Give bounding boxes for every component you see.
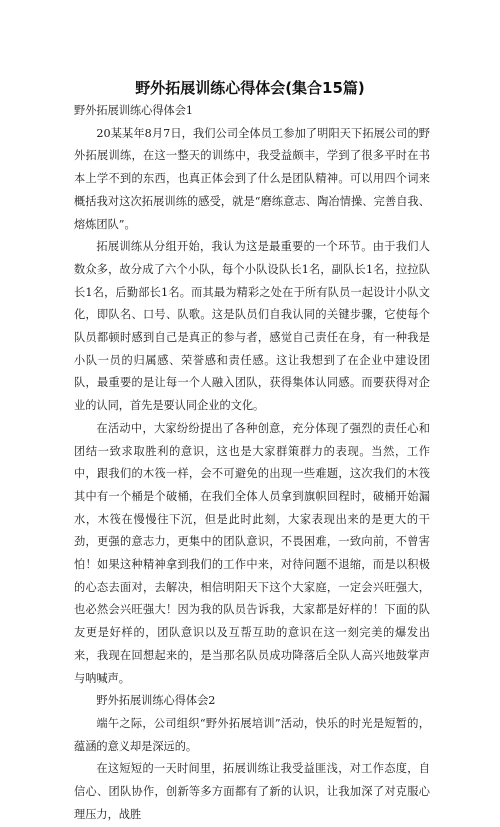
paragraph: 在这短短的一天时间里，拓展训练让我受益匪浅，对工作态度，自信心、团队协作，创新等多方面都有了新的认识，让我加深了对克服心理压力，战胜	[74, 762, 430, 821]
paragraph: 在活动中，大家纷纷提出了各种创意，充分体现了强烈的责任心和团结一致求取胜利的意识，这也是大家群策群力的表现。当然，工作中，跟我们的木筏一样，会不可避免的出现一些难题，这次我们的木筏其中有一个桶是个破桶，在我们全体人员拿到旗帜回程时，破桶开始漏水，木筏在慢慢往下沉，但是此时此刻，大家表现出来的是更大的干劲，更强的意志力，更集中的团队意识，不畏困难，一致向前，不曾害怕！如果这种精神拿到我们的工作中来，对待问题不退缩，而是以积极的心态去面对，去解决，相信明阳天下这个大家庭，一定会兴旺强大，也必然会兴旺强大！因为我的队员告诉我，大家都是好样的！下面的队友更是好样的，团队意识以及互帮互助的意识在这一刻完美的爆发出来，我现在回想起来的，是当那名队员成功降落后全队人高兴地鼓掌声与呐喊声。	[74, 421, 430, 685]
paragraph: 拓展训练从分组开始，我认为这是最重要的一个环节。由于我们人数众多，故分成了六个小队，每个小队设队长1名，副队长1名，拉拉队长1名，后勤部长1名。而其最为精彩之处在于所有队员一起设计小队文化，即队名、口号、队歌。这是队员们自我认同的关键步骤，它使每个队员都顿时感到自己是真正的参与者，感觉自己责任在身，有一种我是小队一员的归属感、荣誉感和责任感。这让我想到了在企业中建设团队，最重要的是让每一个人融入团队，获得集体认同感。而要获得对企业的认同，首先是要认同企业的文化。	[74, 240, 430, 413]
section-heading: 野外拓展训练心得体会1	[74, 104, 193, 117]
paragraph: 端午之际，公司组织“野外拓展培训”活动，快乐的时光是短暂的，蕴涵的意义却是深远的。	[74, 716, 430, 753]
document-title: 野外拓展训练心得体会(集合15篇)	[135, 79, 365, 97]
section-heading: 野外拓展训练心得体会2	[96, 694, 216, 708]
document-body	[74, 100, 430, 827]
paragraph: 20某某年8月7日，我们公司全体员工参加了明阳天下拓展公司的野外拓展训练，在这一整天的训练中，我受益颇丰，学到了很多平时在书本上学不到的东西，也真正体会到了什么是团队精神。可以用四个词来概括我对这次拓展训练的感受，就是“磨练意志、陶冶情操、完善自我、熔炼团队”。	[74, 126, 430, 231]
